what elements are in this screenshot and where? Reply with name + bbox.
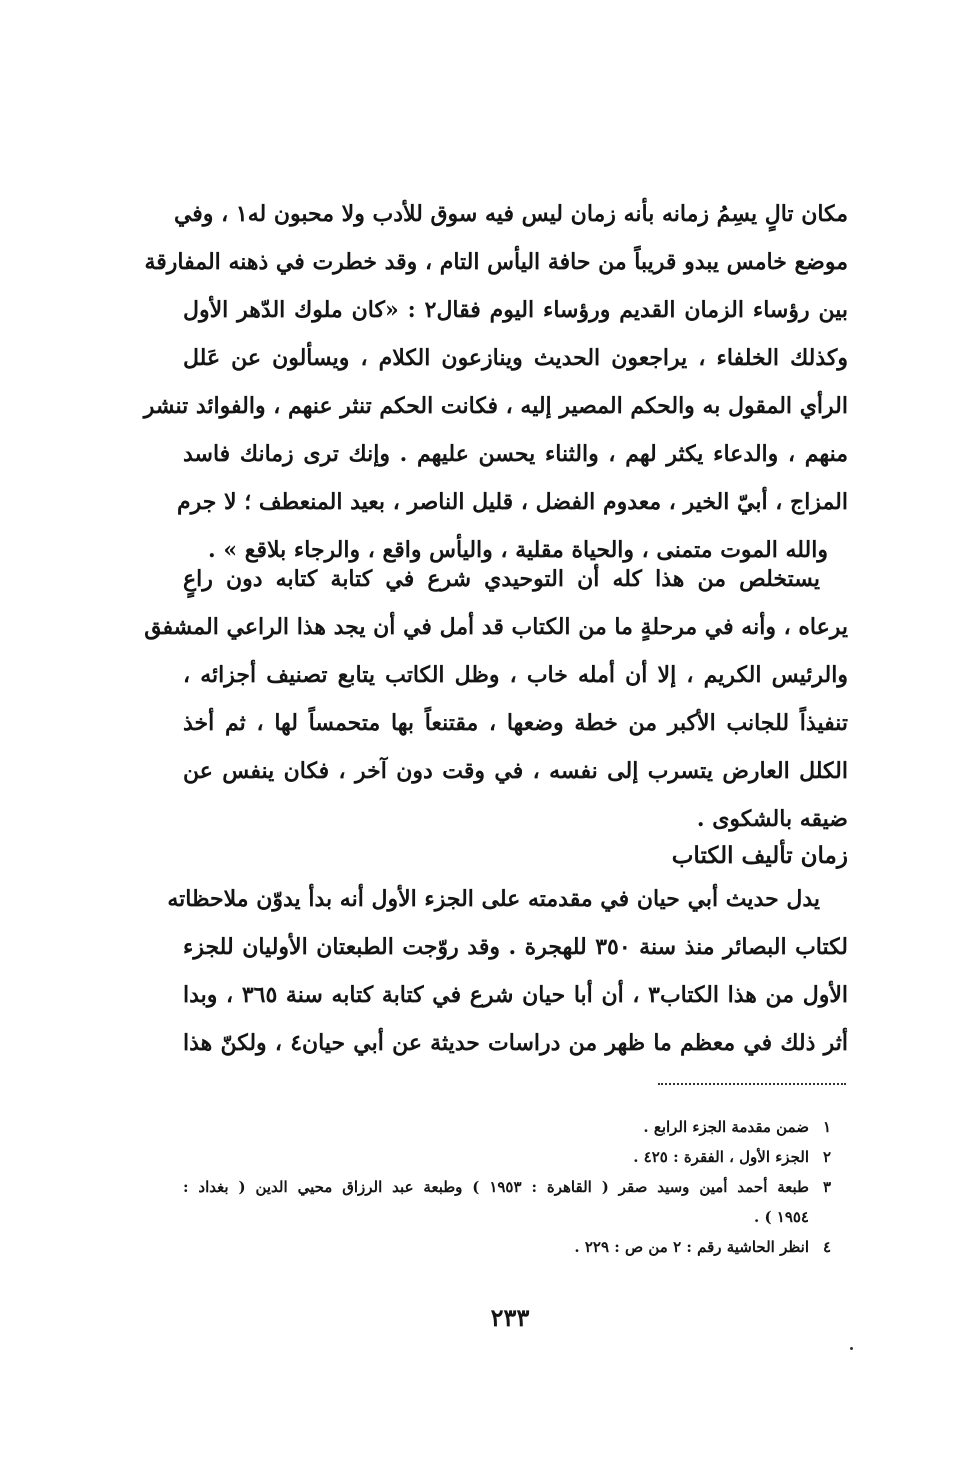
- paragraph-3: [167, 875, 848, 1067]
- section-heading: زمان تأليف الكتاب: [671, 842, 848, 869]
- footnote-text: طبعة أحمد أمين وسيد صقر ( القاهرة : ١٩٥٣ ) وطبعة عبد الرزاق محيي الدين ( بغداد :: [183, 1178, 810, 1196]
- text-line: وكذلك الخلفاء ، يراجعون الحديث وينازعون الكلام ، ويسألون عن عَلل: [183, 345, 848, 371]
- text-line: الأول من هذا الكتاب٣ ، أن أبا حيان شرع في كتابة كتابه سنة ٣٦٥ ، وبدا: [183, 982, 848, 1008]
- page-number: ٢٣٣: [490, 1303, 530, 1332]
- footnote-text: الجزء الأول ، الفقرة : ٤٢٥ .: [633, 1148, 809, 1166]
- text-line: أثر ذلك في معظم ما ظهر من دراسات حديثة عن أبي حيان٤ ، ولكنّ هذا: [183, 1030, 848, 1056]
- paragraph-1: [143, 190, 849, 574]
- text-line: يستخلص من هذا كله أن التوحيدي شرع في كتابة كتابه دون راعٍ: [183, 566, 820, 592]
- footnote-text: ١٩٥٤ ) .: [754, 1208, 809, 1226]
- footnote-number: ٣: [822, 1178, 831, 1196]
- text-line: موضع خامس يبدو قريباً من حافة اليأس التام ، وقد خطرت في ذهنه المفارقة: [144, 249, 848, 275]
- text-line: منهم ، والدعاء يكثر لهم ، والثناء يحسن عليهم . وإنك ترى زمانك فاسد: [183, 441, 848, 467]
- text-line: تنفيذاً للجانب الأكبر من خطة وضعها ، مقتنعاً بها متحمساً لها ، ثم أخذ: [183, 710, 848, 736]
- text-line: والرئيس الكريم ، إلا أن أمله خاب ، وظل الكاتب يتابع تصنيف أجزائه ،: [183, 662, 848, 688]
- text-line: والله الموت متمنى ، والحياة مقلية ، واليأس واقع ، والرجاء بلاقع » .: [208, 537, 828, 563]
- text-line: لكتاب البصائر منذ سنة ٣٥٠ للهجرة . وقد روّجت الطبعتان الأوليان للجزء: [183, 934, 848, 960]
- footnote-number: ٢: [822, 1148, 831, 1166]
- text-line: يدل حديث أبي حيان في مقدمته على الجزء الأول أنه بدأ يدوّن ملاحظاته: [167, 886, 820, 912]
- footnote-2: [183, 1142, 831, 1172]
- footnote-number: ١: [822, 1118, 831, 1136]
- footnote-text: انظر الحاشية رقم : ٢ من ص : ٢٢٩ .: [574, 1238, 809, 1256]
- text-line: يرعاه ، وأنه في مرحلةٍ ما من الكتاب قد أمل في أن يجد هذا الراعي المشفق: [144, 614, 848, 640]
- text-line: الكلل العارض يتسرب إلى نفسه ، في وقت دون آخر ، فكان ينفس عن: [183, 758, 848, 784]
- footnote-number: ٤: [822, 1238, 831, 1256]
- footnote-1: [183, 1112, 831, 1142]
- footnotes: [183, 1112, 831, 1262]
- text-line: مكان تالٍ يسِمُ زمانه بأنه زمان ليس فيه سوق للأدب ولا محبون له١ ، وفي: [173, 201, 848, 227]
- text-line: الرأي المقول به والحكم المصير إليه ، فكانت الحكم تنثر عنهم ، والفوائد تنشر: [143, 393, 848, 419]
- footnote-4: [183, 1232, 831, 1262]
- scan-speck: [850, 1347, 853, 1350]
- paragraph-2: [144, 555, 848, 843]
- footnote-3: [183, 1172, 831, 1232]
- text-line: ضيقه بالشكوى .: [696, 806, 848, 832]
- footnote-text: ضمن مقدمة الجزء الرابع .: [643, 1118, 809, 1136]
- text-line: المزاج ، أبيّ الخير ، معدوم الفضل ، قليل الناصر ، بعيد المنعطف ؛ لا جرم: [176, 489, 848, 515]
- footnote-separator: [658, 1083, 846, 1085]
- text-line: بين رؤساء الزمان القديم ورؤساء اليوم فقال٢ : «كان ملوك الدّهر الأول: [183, 297, 849, 323]
